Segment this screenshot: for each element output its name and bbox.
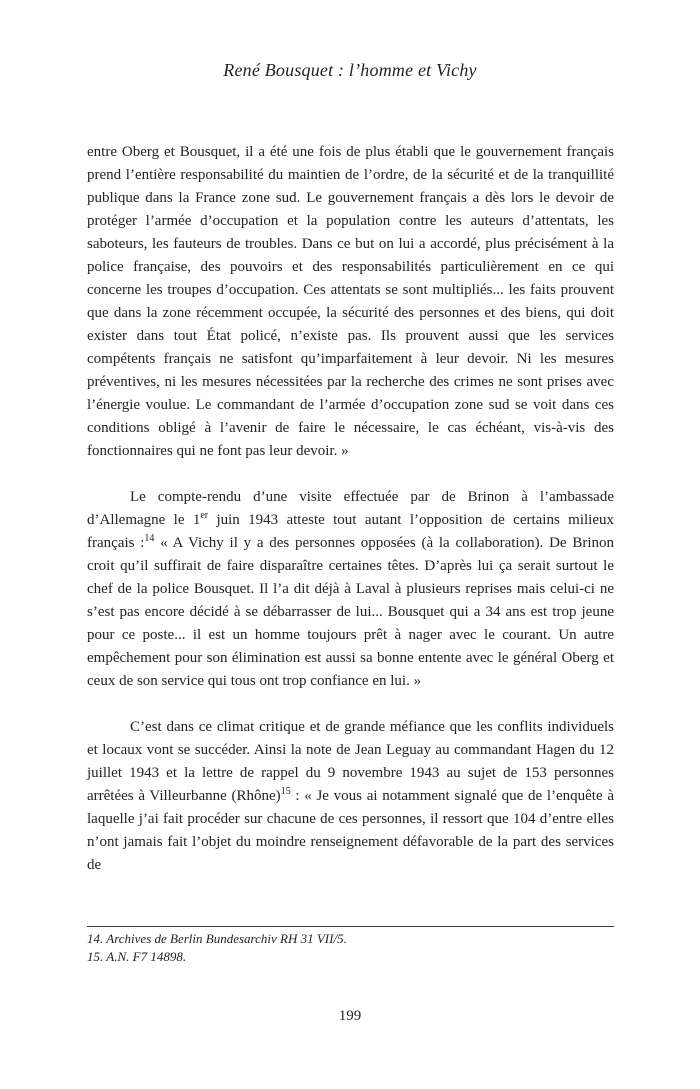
body-text: [87, 141, 614, 877]
paragraph: [87, 486, 614, 693]
paragraph-text: juin 1943 atteste tout autant l’opposition de certains milieux français :: [87, 512, 614, 551]
paragraph-text: « A Vichy il y a des personnes opposées (à la collaboration). De Brinon croit qu’il suffirait de faire disparaître certaines têtes. D’après lui ça serait surtout le chef de la police Bousquet. Il l’a dit déjà à Laval à plusieurs reprises mais celui-ci ne s’est pas encore décidé à se débarrasser de lui... Bousquet qui a 34 ans est trop jeune pour ce poste... il est un homme toujours prêt à nager avec le courant. Un autre empêchement pour son élimination est aussi sa bonne entente avec le général Oberg et ceux de son service qui tous ont trop confiance en lui. »: [87, 535, 614, 689]
footnote-reference: 14: [144, 533, 155, 544]
footnote: 15. A.N. F7 14898.: [87, 949, 187, 964]
footnote-reference: 15: [280, 786, 291, 797]
paragraph-text: : « Je vous ai notamment signalé que de l’enquête à laquelle j’ai fait procéder sur chacune de ces personnes, il ressort que 104 d’entre elles n’ont jamais fait l’objet du moindre renseignement défavorable de la part des services de: [87, 788, 614, 873]
paragraph-text: Le compte-rendu d’une visite effectuée par de Brinon à l’ambassade d’Allemagne le 1: [87, 489, 614, 528]
page-number: 199: [338, 1008, 362, 1024]
footnote-reference: er: [200, 510, 209, 521]
footnotes-section: [87, 926, 614, 966]
paragraph-text: C’est dans ce climat critique et de grande méfiance que les conflits individuels et locaux vont se succéder. Ainsi la note de Jean Leguay au commandant Hagen du 12 juillet 1943 et la lettre de rappel du 9 novembre 1943 au sujet de 153 personnes arrêtées à Villeurbanne (Rhône): [87, 719, 614, 804]
footnote: 14. Archives de Berlin Bundesarchiv RH 31 VII/5.: [87, 931, 347, 946]
paragraph-text: entre Oberg et Bousquet, il a été une fois de plus établi que le gouvernement français prend l’entière responsabilité du maintien de l’ordre, de la sécurité et de la tranquillité publique dans la France zone sud. Le gouvernement français a dès lors le devoir de protéger l’armée d’occupation et la population contre les auteurs d’attentats, les saboteurs, les fauteurs de troubles. Dans ce but on lui a accordé, plus précisément à la police française, des pouvoirs et des responsabilités particulièrement en ce qui concerne les troupes d’occupation. Ces attentats se sont multipliés... les faits prouvent que dans la zone récemment occupée, la sécurité des personnes et des biens, qui doit exister dans tout État policé, n’existe pas. Ils prouvent aussi que les services compétents français ne satisfont qu’imparfaitement à leur devoir. Ni les mesures préventives, ni les mesures nécessitées par la recherche des crimes ne sont prises avec l’énergie voulue. Le commandant de l’armée d’occupation zone sud se voit dans ces conditions obligé à l’avenir de faire le nécessaire, le cas échéant, vis-à-vis des fonctionnaires qui ne font pas leur devoir. »: [87, 144, 614, 459]
running-title: René Bousquet : l’homme et Vichy: [223, 60, 477, 80]
paragraph: [87, 141, 614, 463]
paragraph: [87, 716, 614, 877]
